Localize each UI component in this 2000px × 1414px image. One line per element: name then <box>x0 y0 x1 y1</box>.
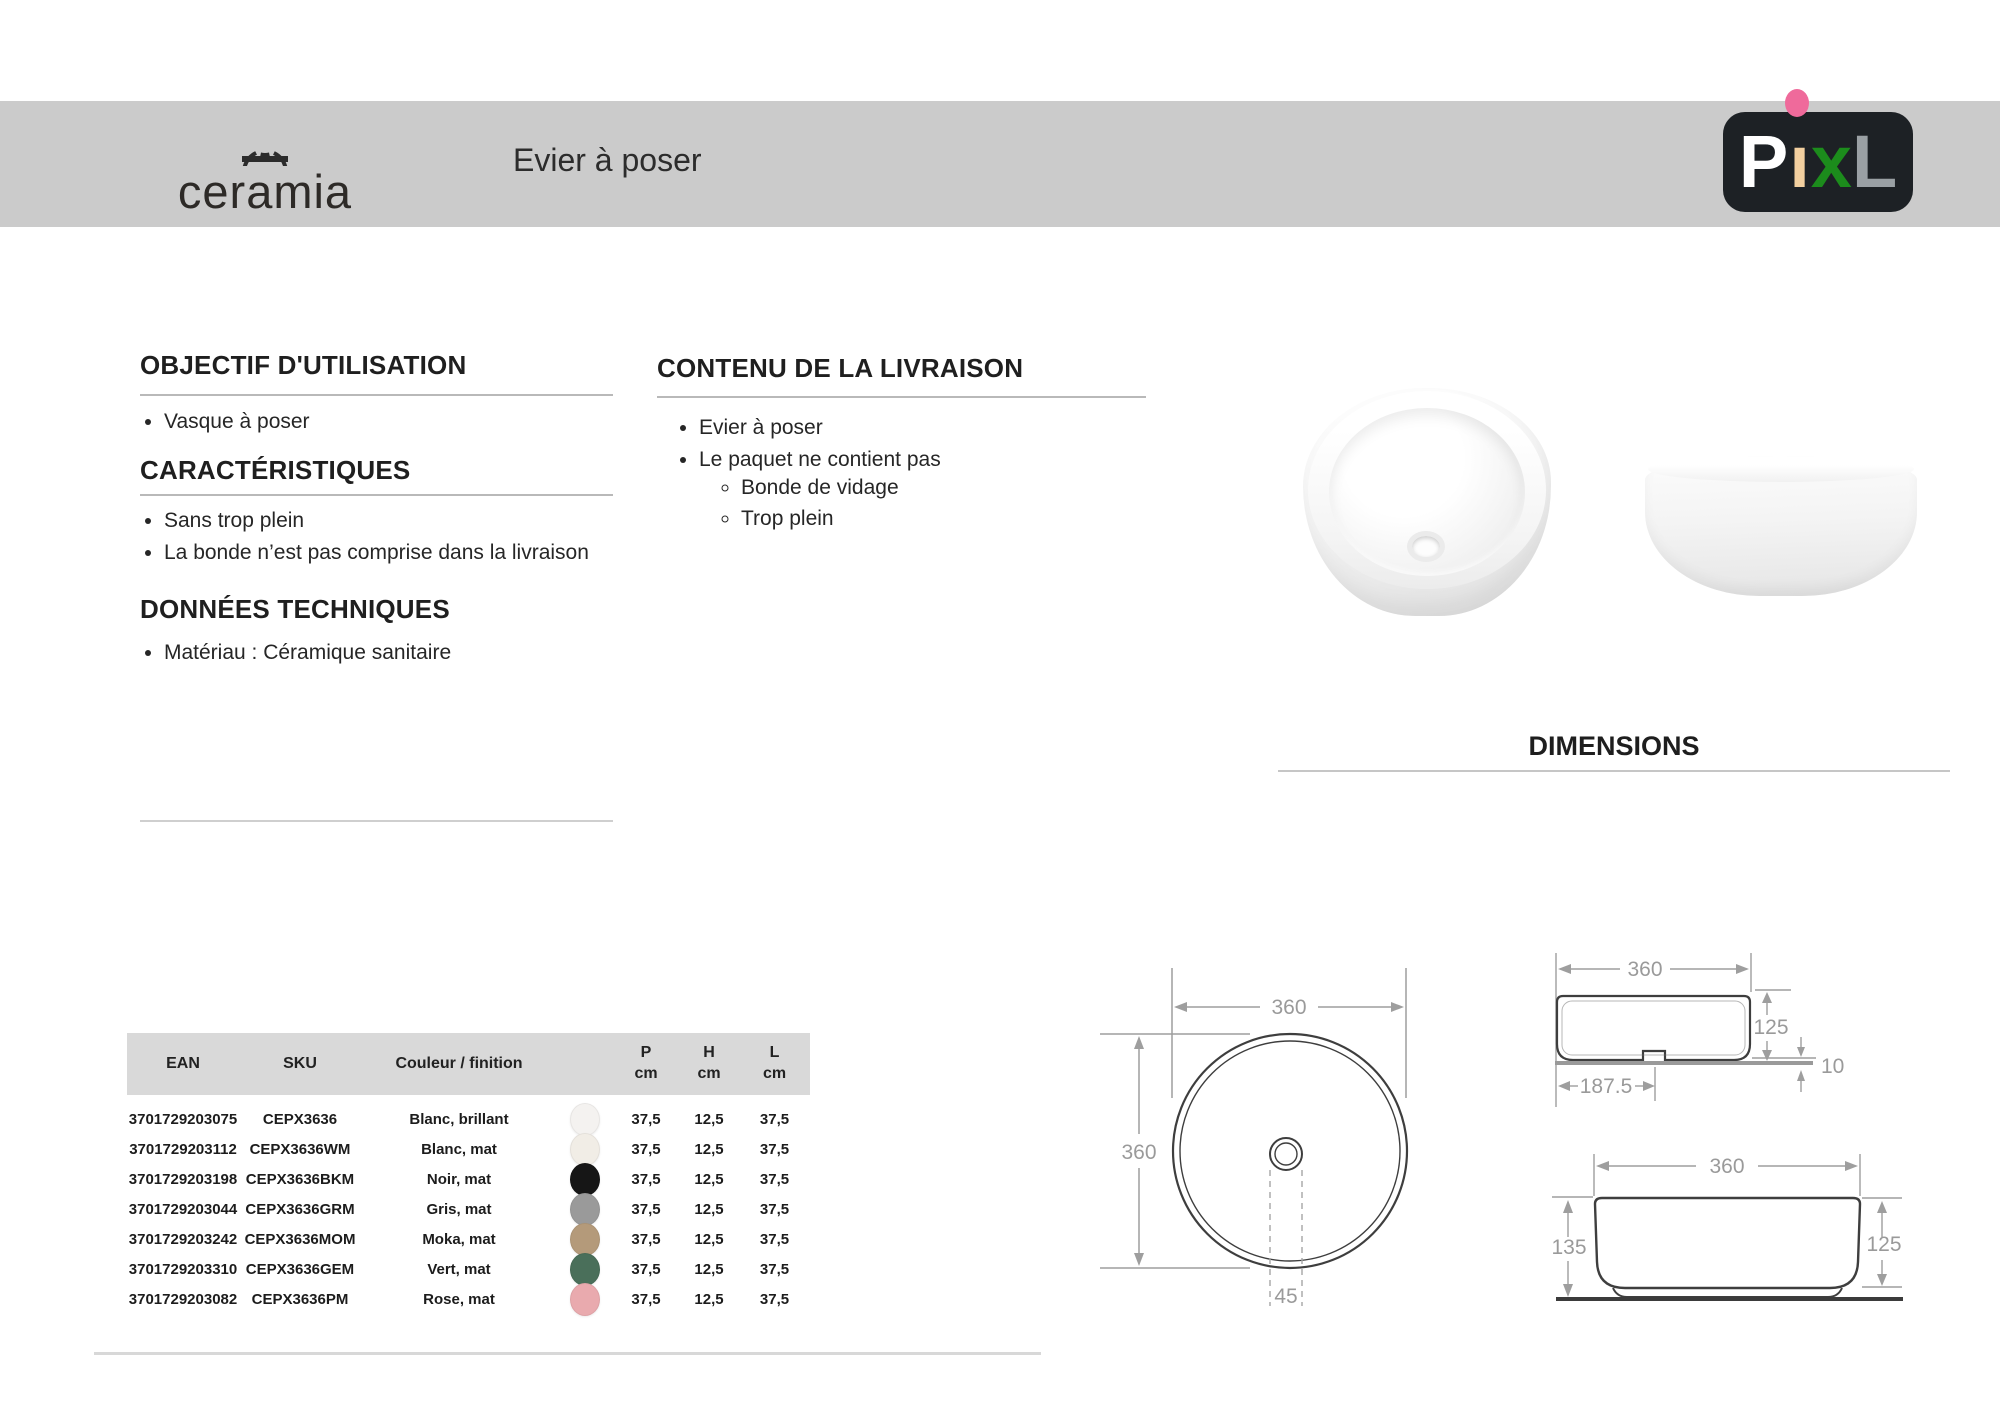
vessel-outline <box>1557 996 1750 1060</box>
section-title: CONTENU DE LA LIVRAISON <box>657 353 1024 383</box>
table-body <box>127 1103 810 1313</box>
dim-label-width: 360 <box>1271 996 1307 1019</box>
color-swatch <box>570 1253 600 1286</box>
col-header-ean: EAN <box>166 1054 200 1072</box>
pixl-letter-p: P <box>1738 120 1789 203</box>
col-header-h: H cm <box>697 1044 721 1082</box>
table-row: 3701729203242 CEPX3636MOM Moka, mat 37,5 12,5 37,5 <box>127 1223 810 1253</box>
color-swatch <box>570 1103 600 1136</box>
brand-logo <box>150 106 380 218</box>
list-item: • Matériau : Céramique sanitaire <box>164 640 613 666</box>
section-title: CARACTÉRISTIQUES <box>140 455 411 485</box>
col-header-l: L cm <box>762 1044 787 1082</box>
list-item: ◦ Trop plein <box>741 506 1146 532</box>
sink-drain-hole <box>1407 531 1445 562</box>
col-header-p: P cm <box>634 1044 658 1082</box>
list-item: • Sans trop plein <box>164 508 613 534</box>
table-row: 3701729203198 CEPX3636BKM Noir, mat 37,5 12,5 37,5 <box>127 1163 810 1193</box>
dim-label-height: 125 <box>1753 1016 1789 1039</box>
color-swatch <box>570 1223 600 1256</box>
product-photo-side-view <box>1645 456 1917 596</box>
pixl-letter-x: x <box>1810 120 1852 203</box>
product-photo-top-view <box>1303 388 1551 616</box>
left-column-divider <box>140 820 613 822</box>
list-item: • La bonde n’est pas comprise dans la livraison <box>164 540 613 566</box>
section-objectif <box>140 350 613 441</box>
col-header-color: Couleur / finition <box>395 1054 523 1072</box>
color-swatch <box>570 1133 600 1166</box>
list-item: ◦ Bonde de vidage <box>741 475 1146 501</box>
sink-rim <box>1648 456 1914 482</box>
dim-label-right-height: 125 <box>1866 1233 1902 1256</box>
sub-bullet-list <box>699 473 1146 532</box>
color-swatch <box>570 1283 600 1316</box>
section-title: DONNÉES TECHNIQUES <box>140 594 450 624</box>
section-title: OBJECTIF D'UTILISATION <box>140 350 467 380</box>
dimensions-rule <box>1278 770 1950 772</box>
section-rule <box>657 396 1146 398</box>
footer-divider <box>94 1352 1041 1355</box>
dim-label-height: 360 <box>1121 1141 1157 1164</box>
pixl-letter-i <box>1789 120 1810 203</box>
col-header-sku: SKU <box>283 1054 317 1072</box>
section-contenu-livraison <box>657 353 1146 538</box>
bullet-list <box>140 508 613 566</box>
side-view-drawing <box>1540 940 1980 1120</box>
table-row: 3701729203112 CEPX3636WM Blanc, mat 37,5 12,5 37,5 <box>127 1133 810 1163</box>
bullet-list <box>140 409 613 435</box>
table-row: 3701729203310 CEPX3636GEM Vert, mat 37,5 12,5 37,5 <box>127 1253 810 1283</box>
variants-table <box>127 1033 810 1313</box>
color-swatch <box>570 1193 600 1226</box>
dim-label-width: 360 <box>1627 958 1663 981</box>
dimensions-title: DIMENSIONS <box>1528 731 1700 761</box>
list-item: • Evier à poser <box>699 415 1146 441</box>
dim-label-drain-offset: 45 <box>1274 1285 1298 1308</box>
vessel-foot <box>1613 1288 1842 1297</box>
pixl-i-dot-icon <box>1785 89 1809 117</box>
section-caracteristiques <box>140 455 613 572</box>
bullet-list <box>140 640 613 666</box>
dim-label-width: 360 <box>1709 1155 1745 1178</box>
table-row: 3701729203044 CEPX3636GRM Gris, mat 37,5 12,5 37,5 <box>127 1193 810 1223</box>
section-rule <box>140 394 613 396</box>
pixl-logo <box>1723 112 1913 212</box>
section-rule <box>140 494 613 496</box>
table-row: 3701729203082 CEPX3636PM Rose, mat 37,5 12,5 37,5 <box>127 1283 810 1313</box>
brand-name: ceramia <box>177 165 353 218</box>
list-item: • Le paquet ne contient pas ◦ Bonde de vidage ◦ Trop plein <box>699 447 1146 532</box>
dim-label-left-height: 135 <box>1551 1236 1587 1259</box>
vessel-outline <box>1595 1198 1860 1288</box>
ceramia-vessel-icon <box>235 106 295 166</box>
top-view-drawing <box>1090 950 1470 1360</box>
color-swatch <box>570 1163 600 1196</box>
pixl-letter-l: L <box>1851 120 1898 203</box>
pixl-i-stem: ı <box>1789 120 1810 203</box>
dim-label-thickness: 10 <box>1821 1055 1845 1078</box>
bullet-list <box>657 415 1146 532</box>
list-item: • Vasque à poser <box>164 409 613 435</box>
section-donnees-techniques <box>140 594 613 672</box>
page-title: Evier à poser <box>513 142 702 178</box>
table-row: 3701729203075 CEPX3636 Blanc, brillant 37,5 12,5 37,5 <box>127 1103 810 1133</box>
table-header-row <box>127 1033 810 1095</box>
dim-label-offset: 187.5 <box>1579 1075 1633 1098</box>
front-view-drawing <box>1500 1140 1980 1360</box>
